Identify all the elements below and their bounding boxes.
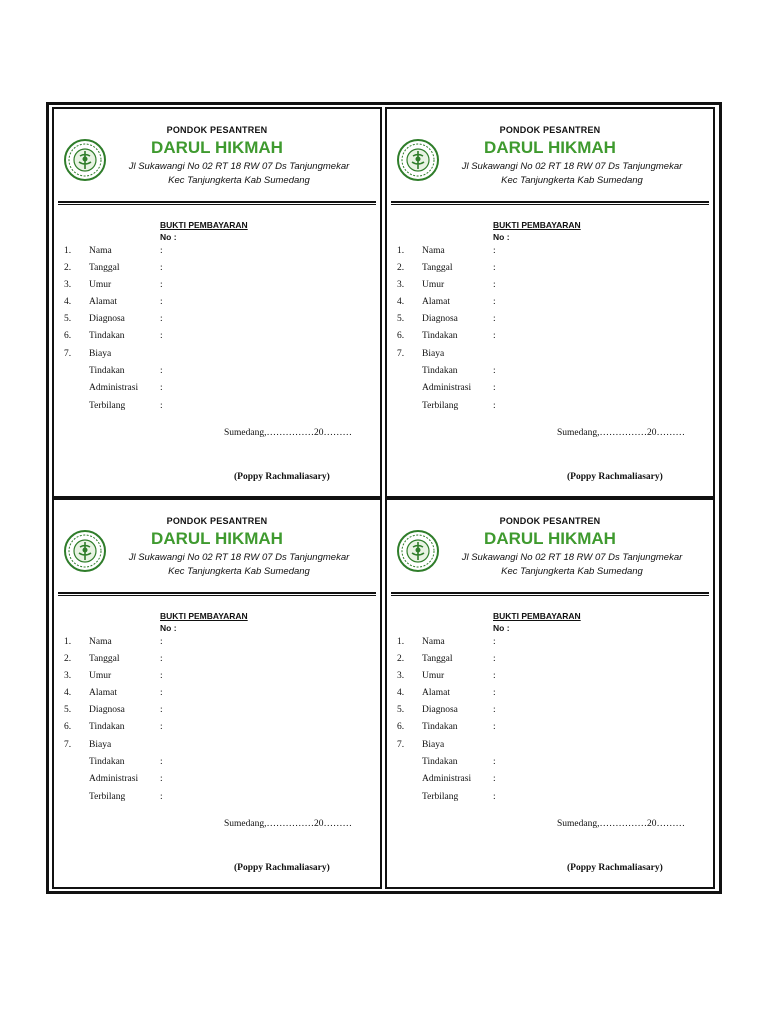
header-divider bbox=[391, 201, 709, 203]
header-divider bbox=[58, 201, 376, 203]
field-number: 1. bbox=[397, 637, 405, 647]
field-colon: : bbox=[493, 280, 496, 290]
field-label: Alamat bbox=[89, 688, 117, 698]
receipt-card bbox=[385, 498, 715, 889]
institution-type: PONDOK PESANTREN bbox=[166, 516, 268, 526]
field-row bbox=[54, 349, 380, 363]
field-colon: : bbox=[493, 331, 496, 341]
address-line-2: Kec Tanjungkerta Kab Sumedang bbox=[501, 175, 643, 186]
field-label: Tindakan bbox=[89, 757, 125, 767]
field-number: 2. bbox=[64, 654, 72, 664]
field-number: 7. bbox=[64, 740, 72, 750]
field-colon: : bbox=[493, 671, 496, 681]
field-row bbox=[54, 671, 380, 685]
institution-name: DARUL HIKMAH bbox=[151, 138, 283, 157]
field-colon: : bbox=[493, 366, 496, 376]
receipt-number-label: No : bbox=[493, 623, 510, 633]
field-colon: : bbox=[493, 688, 496, 698]
field-label: Tindakan bbox=[422, 366, 458, 376]
field-number: 1. bbox=[64, 246, 72, 256]
field-number: 6. bbox=[397, 331, 405, 341]
field-number: 5. bbox=[64, 314, 72, 324]
header-divider-thin bbox=[391, 595, 709, 596]
field-label: Umur bbox=[89, 280, 112, 290]
institution-name: DARUL HIKMAH bbox=[151, 529, 283, 548]
field-number: 2. bbox=[397, 654, 405, 664]
field-row bbox=[387, 740, 713, 754]
field-label: Nama bbox=[422, 637, 445, 647]
field-number: 7. bbox=[397, 349, 405, 359]
address-line-1: Jl Sukawangi No 02 RT 18 RW 07 Ds Tanjungmekar bbox=[128, 161, 350, 172]
field-colon: : bbox=[160, 331, 163, 341]
receipt-title: BUKTI PEMBAYARAN bbox=[160, 220, 248, 230]
field-colon: : bbox=[493, 637, 496, 647]
field-row bbox=[387, 705, 713, 719]
receipt-title: BUKTI PEMBAYARAN bbox=[493, 220, 581, 230]
field-row bbox=[54, 401, 380, 415]
field-label: Terbilang bbox=[89, 401, 126, 411]
field-colon: : bbox=[160, 688, 163, 698]
field-row bbox=[387, 383, 713, 397]
header-divider-thin bbox=[58, 204, 376, 205]
field-row bbox=[54, 792, 380, 806]
field-label: Terbilang bbox=[89, 792, 126, 802]
place-date: Sumedang,……………20……… bbox=[557, 428, 685, 438]
field-number: 3. bbox=[397, 280, 405, 290]
field-colon: : bbox=[160, 383, 163, 393]
field-colon: : bbox=[160, 654, 163, 664]
field-colon: : bbox=[493, 654, 496, 664]
field-row bbox=[54, 654, 380, 668]
field-label: Tanggal bbox=[422, 263, 453, 273]
field-colon: : bbox=[160, 401, 163, 411]
field-row bbox=[54, 637, 380, 651]
field-label: Tindakan bbox=[422, 331, 458, 341]
field-row bbox=[54, 722, 380, 736]
field-label: Umur bbox=[422, 280, 445, 290]
field-number: 3. bbox=[397, 671, 405, 681]
field-number: 5. bbox=[397, 705, 405, 715]
field-label: Diagnosa bbox=[89, 314, 125, 324]
field-colon: : bbox=[493, 314, 496, 324]
field-label: Diagnosa bbox=[89, 705, 125, 715]
header-divider-thin bbox=[391, 204, 709, 205]
field-colon: : bbox=[493, 774, 496, 784]
receipt-number-label: No : bbox=[160, 232, 177, 242]
field-row bbox=[387, 401, 713, 415]
field-row bbox=[387, 757, 713, 771]
field-colon: : bbox=[160, 366, 163, 376]
field-colon: : bbox=[160, 757, 163, 767]
field-number: 4. bbox=[64, 688, 72, 698]
field-label: Biaya bbox=[422, 349, 445, 359]
receipt-header bbox=[387, 500, 713, 587]
field-row bbox=[387, 722, 713, 736]
signer-name: (Poppy Rachmaliasary) bbox=[234, 863, 330, 873]
field-colon: : bbox=[493, 705, 496, 715]
field-label: Diagnosa bbox=[422, 705, 458, 715]
address-line-2: Kec Tanjungkerta Kab Sumedang bbox=[501, 566, 643, 577]
field-colon: : bbox=[160, 297, 163, 307]
field-label: Diagnosa bbox=[422, 314, 458, 324]
field-label: Tanggal bbox=[422, 654, 453, 664]
receipt-title: BUKTI PEMBAYARAN bbox=[160, 611, 248, 621]
field-row bbox=[54, 383, 380, 397]
field-number: 3. bbox=[64, 280, 72, 290]
field-row bbox=[54, 740, 380, 754]
field-colon: : bbox=[160, 314, 163, 324]
field-row bbox=[54, 246, 380, 260]
field-number: 6. bbox=[397, 722, 405, 732]
field-colon: : bbox=[493, 263, 496, 273]
field-row bbox=[387, 637, 713, 651]
field-label: Nama bbox=[422, 246, 445, 256]
field-colon: : bbox=[160, 263, 163, 273]
field-number: 7. bbox=[64, 349, 72, 359]
field-label: Nama bbox=[89, 246, 112, 256]
place-date: Sumedang,……………20……… bbox=[224, 428, 352, 438]
address-line-1: Jl Sukawangi No 02 RT 18 RW 07 Ds Tanjungmekar bbox=[461, 161, 683, 172]
field-label: Tindakan bbox=[422, 722, 458, 732]
field-number: 6. bbox=[64, 722, 72, 732]
field-label: Tindakan bbox=[89, 722, 125, 732]
field-row bbox=[54, 263, 380, 277]
field-colon: : bbox=[493, 757, 496, 767]
receipt-card bbox=[52, 498, 382, 889]
field-row bbox=[387, 263, 713, 277]
field-label: Biaya bbox=[89, 740, 112, 750]
field-label: Nama bbox=[89, 637, 112, 647]
field-row bbox=[387, 331, 713, 345]
field-label: Administrasi bbox=[89, 774, 139, 784]
field-label: Tindakan bbox=[422, 757, 458, 767]
receipt-header bbox=[54, 109, 380, 196]
field-colon: : bbox=[493, 722, 496, 732]
field-label: Terbilang bbox=[422, 401, 459, 411]
field-colon: : bbox=[493, 383, 496, 393]
address-line-2: Kec Tanjungkerta Kab Sumedang bbox=[168, 566, 310, 577]
field-colon: : bbox=[160, 792, 163, 802]
place-date: Sumedang,……………20……… bbox=[557, 819, 685, 829]
field-label: Biaya bbox=[89, 349, 112, 359]
field-label: Alamat bbox=[89, 297, 117, 307]
field-colon: : bbox=[160, 705, 163, 715]
field-label: Terbilang bbox=[422, 792, 459, 802]
field-number: 1. bbox=[64, 637, 72, 647]
field-number: 2. bbox=[397, 263, 405, 273]
field-colon: : bbox=[160, 246, 163, 256]
header-divider bbox=[58, 592, 376, 594]
receipt-number-label: No : bbox=[160, 623, 177, 633]
field-number: 5. bbox=[64, 705, 72, 715]
institution-name: DARUL HIKMAH bbox=[484, 529, 616, 548]
field-row bbox=[387, 671, 713, 685]
field-row bbox=[387, 280, 713, 294]
field-row bbox=[387, 688, 713, 702]
field-label: Tindakan bbox=[89, 331, 125, 341]
field-number: 5. bbox=[397, 314, 405, 324]
signer-name: (Poppy Rachmaliasary) bbox=[567, 472, 663, 482]
field-number: 4. bbox=[397, 688, 405, 698]
field-label: Alamat bbox=[422, 688, 450, 698]
field-colon: : bbox=[160, 637, 163, 647]
address-line-1: Jl Sukawangi No 02 RT 18 RW 07 Ds Tanjungmekar bbox=[461, 552, 683, 563]
field-row bbox=[54, 366, 380, 380]
receipt-title: BUKTI PEMBAYARAN bbox=[493, 611, 581, 621]
field-label: Tindakan bbox=[89, 366, 125, 376]
field-row bbox=[387, 314, 713, 328]
field-label: Umur bbox=[422, 671, 445, 681]
field-row bbox=[54, 705, 380, 719]
field-colon: : bbox=[493, 246, 496, 256]
field-colon: : bbox=[160, 280, 163, 290]
signer-name: (Poppy Rachmaliasary) bbox=[234, 472, 330, 482]
field-row bbox=[387, 774, 713, 788]
field-row bbox=[387, 246, 713, 260]
place-date: Sumedang,……………20……… bbox=[224, 819, 352, 829]
field-row bbox=[54, 280, 380, 294]
field-colon: : bbox=[160, 774, 163, 784]
header-divider-thin bbox=[58, 595, 376, 596]
field-row bbox=[387, 792, 713, 806]
field-colon: : bbox=[493, 401, 496, 411]
signer-name: (Poppy Rachmaliasary) bbox=[567, 863, 663, 873]
field-row bbox=[387, 366, 713, 380]
field-number: 4. bbox=[64, 297, 72, 307]
address-line-2: Kec Tanjungkerta Kab Sumedang bbox=[168, 175, 310, 186]
institution-type: PONDOK PESANTREN bbox=[166, 125, 268, 135]
field-row bbox=[387, 654, 713, 668]
field-label: Administrasi bbox=[422, 774, 472, 784]
field-label: Administrasi bbox=[422, 383, 472, 393]
field-colon: : bbox=[160, 671, 163, 681]
receipt-header bbox=[387, 109, 713, 196]
field-row bbox=[387, 297, 713, 311]
institution-name: DARUL HIKMAH bbox=[484, 138, 616, 157]
field-number: 4. bbox=[397, 297, 405, 307]
field-row bbox=[54, 757, 380, 771]
receipt-card bbox=[385, 107, 715, 498]
field-number: 7. bbox=[397, 740, 405, 750]
field-row bbox=[54, 774, 380, 788]
field-label: Alamat bbox=[422, 297, 450, 307]
field-colon: : bbox=[160, 722, 163, 732]
field-label: Administrasi bbox=[89, 383, 139, 393]
address-line-1: Jl Sukawangi No 02 RT 18 RW 07 Ds Tanjungmekar bbox=[128, 552, 350, 563]
field-colon: : bbox=[493, 297, 496, 307]
receipt-header bbox=[54, 500, 380, 587]
field-colon: : bbox=[493, 792, 496, 802]
field-row bbox=[54, 297, 380, 311]
field-number: 2. bbox=[64, 263, 72, 273]
field-row bbox=[54, 331, 380, 345]
receipt-card bbox=[52, 107, 382, 498]
institution-type: PONDOK PESANTREN bbox=[499, 516, 601, 526]
field-label: Tanggal bbox=[89, 654, 120, 664]
field-label: Umur bbox=[89, 671, 112, 681]
field-number: 6. bbox=[64, 331, 72, 341]
field-row bbox=[387, 349, 713, 363]
institution-type: PONDOK PESANTREN bbox=[499, 125, 601, 135]
field-row bbox=[54, 314, 380, 328]
field-number: 1. bbox=[397, 246, 405, 256]
receipt-number-label: No : bbox=[493, 232, 510, 242]
field-number: 3. bbox=[64, 671, 72, 681]
field-label: Tanggal bbox=[89, 263, 120, 273]
field-row bbox=[54, 688, 380, 702]
header-divider bbox=[391, 592, 709, 594]
field-label: Biaya bbox=[422, 740, 445, 750]
